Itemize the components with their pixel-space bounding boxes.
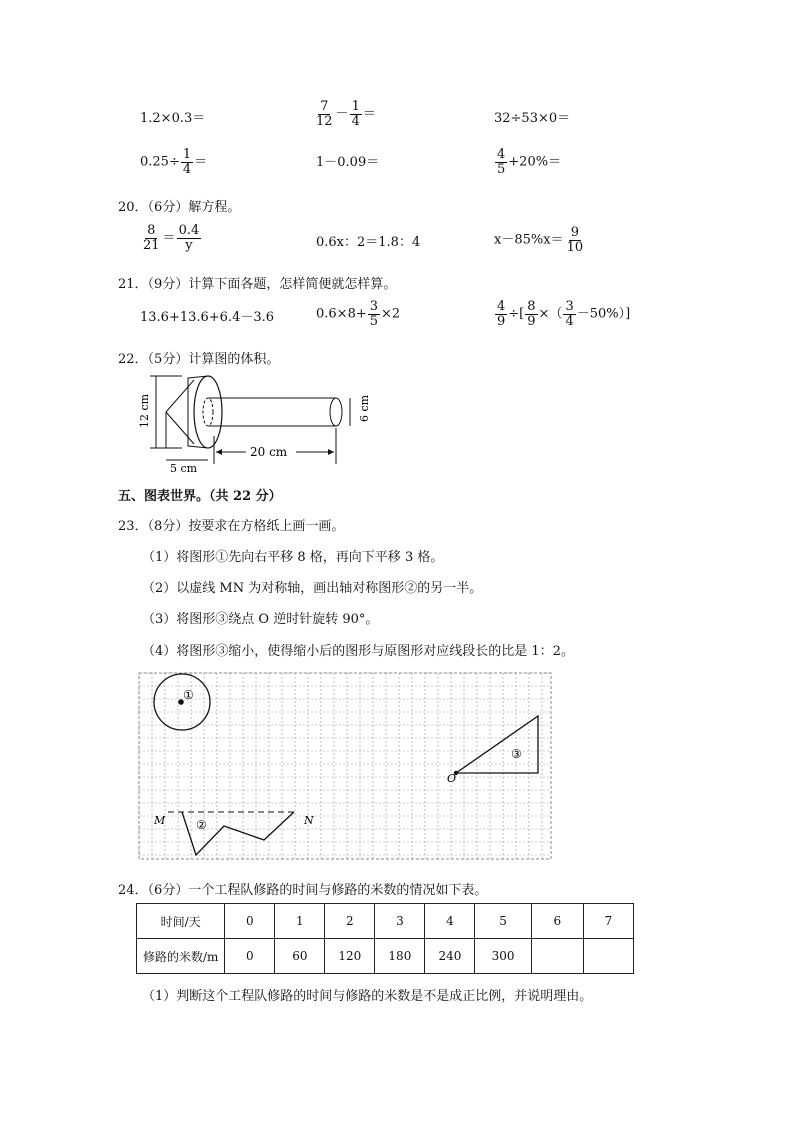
label-12cm: 12 cm bbox=[138, 393, 151, 428]
label-6cm: 6 cm bbox=[358, 394, 371, 422]
table-row bbox=[137, 939, 634, 974]
table-header-days: 时间/天 bbox=[137, 904, 225, 939]
fraction: $\frac{4}{9}$ bbox=[497, 299, 506, 329]
table-cell: 6 bbox=[531, 904, 583, 939]
fraction: $\frac{4}{5}$ bbox=[497, 147, 506, 177]
q23-title: 23．（8分）按要求在方格纸上画一画。 bbox=[118, 519, 345, 534]
q23-item-2: （2）以虚线 MN 为对称轴，画出轴对称图形②的另一半。 bbox=[142, 581, 483, 596]
table-header-meters: 修路的米数/m bbox=[137, 939, 225, 974]
q20-eq3: x－85%x＝ $\frac{9}{10}$ bbox=[494, 225, 584, 255]
table-cell bbox=[531, 939, 583, 974]
cone-cylinder-figure bbox=[136, 372, 371, 475]
q24-title: 24．（6分）一个工程队修路的时间与修路的米数的情况如下表。 bbox=[118, 883, 488, 898]
label-o: O bbox=[447, 772, 457, 785]
table-cell: 3 bbox=[375, 904, 425, 939]
shape-2-label: ② bbox=[196, 818, 207, 832]
calc-2-3: $\frac{4}{5}$ +20%＝ bbox=[497, 147, 562, 177]
table-cell bbox=[583, 939, 633, 974]
table-cell: 4 bbox=[425, 904, 475, 939]
fraction: $\frac{8}{21}$ bbox=[143, 223, 160, 253]
cyl-front-end bbox=[330, 398, 342, 426]
q23-item-1: （1）将图形①先向右平移 8 格，再向下平移 3 格。 bbox=[142, 550, 444, 565]
table-cell: 300 bbox=[475, 939, 531, 974]
q22-title: 22．（5分）计算图的体积。 bbox=[118, 352, 280, 367]
cone-base bbox=[194, 376, 222, 448]
calc-1-1: 1.2×0.3＝ bbox=[140, 111, 206, 126]
calc-2-2: 1－0.09＝ bbox=[316, 155, 380, 170]
q21-expr1: 13.6+13.6+6.4－3.6 bbox=[140, 310, 275, 325]
table-cell: 180 bbox=[375, 939, 425, 974]
calc-1-3: 32÷53×0＝ bbox=[494, 111, 571, 126]
fraction: $\frac{0.4}{y}$ bbox=[178, 223, 200, 253]
q21-expr2: 0.6×8+ $\frac{3}{5}$ ×2 bbox=[316, 299, 401, 329]
q20-eq1: $\frac{8}{21}$ ＝ $\frac{0.4}{y}$ bbox=[143, 223, 200, 253]
table-cell: 60 bbox=[275, 939, 325, 974]
q23-item-3: （3）将图形③绕点 O 逆时针旋转 90°。 bbox=[142, 612, 379, 627]
q20-title: 20．（6分）解方程。 bbox=[118, 200, 241, 215]
q23-item-4: （4）将图形③缩小，使得缩小后的图形与原图形对应线段长的比是 1：2。 bbox=[142, 644, 574, 659]
table-cell: 0 bbox=[225, 904, 275, 939]
grid-paper bbox=[138, 672, 552, 860]
q24-sub-1: （1）判断这个工程队修路的时间与修路的米数是不是成正比例，并说明理由。 bbox=[142, 989, 593, 1004]
table-cell: 7 bbox=[583, 904, 633, 939]
table-cell: 2 bbox=[325, 904, 375, 939]
fraction: $\frac{1}{4}$ bbox=[351, 99, 360, 129]
fraction: $\frac{9}{10}$ bbox=[566, 225, 584, 255]
q21-title: 21．（9分）计算下面各题，怎样简便就怎样算。 bbox=[118, 277, 397, 292]
arrow-right bbox=[328, 449, 334, 455]
fraction: $\frac{3}{4}$ bbox=[565, 299, 574, 329]
q20-eq2: 0.6x：2＝1.8：4 bbox=[316, 235, 421, 250]
arrow-left bbox=[216, 449, 222, 455]
shape-3-label: ③ bbox=[511, 747, 522, 761]
label-m: M bbox=[154, 814, 166, 827]
shape-3-triangle bbox=[456, 716, 538, 773]
section5-title: 五、图表世界。（共 22 分） bbox=[118, 489, 282, 504]
label-n: N bbox=[304, 814, 314, 827]
calc-2-1: 0.25÷ $\frac{1}{4}$ ＝ bbox=[140, 147, 208, 177]
label-5cm: 5 cm bbox=[170, 462, 198, 475]
table-row bbox=[137, 904, 634, 939]
fraction: $\frac{7}{12}$ bbox=[316, 99, 333, 129]
q21-expr3: $\frac{4}{9}$ ÷[ $\frac{8}{9}$ ×（ $\frac{3}{4}$ －50%）] bbox=[497, 299, 631, 329]
calc-1-2: $\frac{7}{12}$ － $\frac{1}{4}$ ＝ bbox=[316, 99, 376, 129]
fraction: $\frac{3}{5}$ bbox=[369, 299, 379, 329]
table-cell: 240 bbox=[425, 939, 475, 974]
fraction: $\frac{1}{4}$ bbox=[182, 147, 192, 177]
fraction: $\frac{8}{9}$ bbox=[527, 299, 536, 329]
table-cell: 1 bbox=[275, 904, 325, 939]
label-20cm: 20 cm bbox=[250, 445, 288, 459]
shape-1-label: ① bbox=[183, 688, 194, 702]
table-cell: 5 bbox=[475, 904, 531, 939]
table-cell: 0 bbox=[225, 939, 275, 974]
road-work-table bbox=[136, 903, 634, 974]
table-cell: 120 bbox=[325, 939, 375, 974]
